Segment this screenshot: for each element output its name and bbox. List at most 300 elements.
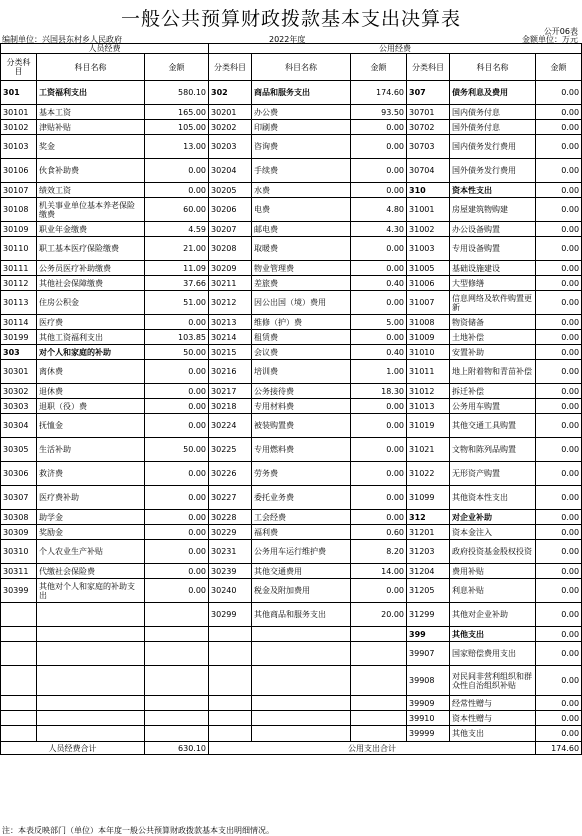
category-name: 因公出国（境）费用 bbox=[252, 291, 351, 315]
amount: 51.00 bbox=[145, 291, 209, 315]
category-name: 物资储备 bbox=[450, 315, 536, 330]
table-row bbox=[1, 666, 582, 696]
category-name: 资本性赠与 bbox=[450, 711, 536, 726]
amount: 0.00 bbox=[351, 135, 407, 159]
category-name: 退职（役）费 bbox=[37, 399, 145, 414]
category-code: 30204 bbox=[209, 159, 252, 183]
amount: 0.00 bbox=[351, 120, 407, 135]
amount: 0.00 bbox=[351, 399, 407, 414]
table-row bbox=[1, 135, 582, 159]
category-code: 30229 bbox=[209, 525, 252, 540]
category-name: 劳务费 bbox=[252, 462, 351, 486]
amount: 0.00 bbox=[536, 198, 582, 222]
category-name: 国外债务发行费用 bbox=[450, 159, 536, 183]
category-name: 维修（护）费 bbox=[252, 315, 351, 330]
amount: 0.00 bbox=[351, 330, 407, 345]
amount: 0.00 bbox=[536, 399, 582, 414]
category-name: 经常性赠与 bbox=[450, 696, 536, 711]
category-code bbox=[1, 666, 37, 696]
category-name: 债务利息及费用 bbox=[450, 81, 536, 105]
category-name: 对民间非营利组织和群众性自治组织补贴 bbox=[450, 666, 536, 696]
category-name bbox=[37, 711, 145, 726]
personnel-total-label: 人员经费合计 bbox=[1, 742, 145, 755]
category-code: 30106 bbox=[1, 159, 37, 183]
column-header: 金额 bbox=[536, 54, 582, 81]
table-row bbox=[1, 261, 582, 276]
amount: 0.00 bbox=[145, 540, 209, 564]
table-row bbox=[1, 696, 582, 711]
category-name: 退休费 bbox=[37, 384, 145, 399]
form-number: 公开06表 bbox=[543, 27, 578, 36]
table-row bbox=[1, 183, 582, 198]
category-name: 手续费 bbox=[252, 159, 351, 183]
category-code: 30239 bbox=[209, 564, 252, 579]
table-row bbox=[1, 627, 582, 642]
category-name: 利息补贴 bbox=[450, 579, 536, 603]
amount: 0.00 bbox=[536, 135, 582, 159]
category-name: 津贴补贴 bbox=[37, 120, 145, 135]
category-code: 31005 bbox=[407, 261, 450, 276]
amount: 0.00 bbox=[536, 711, 582, 726]
amount: 0.00 bbox=[351, 486, 407, 510]
amount: 0.00 bbox=[145, 384, 209, 399]
category-name: 其他交通工具购置 bbox=[450, 414, 536, 438]
amount: 0.00 bbox=[145, 360, 209, 384]
category-code: 39908 bbox=[407, 666, 450, 696]
category-name: 救济费 bbox=[37, 462, 145, 486]
category-code: 30299 bbox=[209, 603, 252, 627]
category-name: 咨询费 bbox=[252, 135, 351, 159]
amount: 0.00 bbox=[145, 183, 209, 198]
amount: 5.00 bbox=[351, 315, 407, 330]
amount: 0.60 bbox=[351, 525, 407, 540]
category-name bbox=[252, 642, 351, 666]
category-code: 30703 bbox=[407, 135, 450, 159]
category-name bbox=[37, 666, 145, 696]
category-name: 其他工资福利支出 bbox=[37, 330, 145, 345]
category-code bbox=[209, 666, 252, 696]
category-code: 30218 bbox=[209, 399, 252, 414]
category-code: 30203 bbox=[209, 135, 252, 159]
amount: 0.00 bbox=[536, 462, 582, 486]
amount: 105.00 bbox=[145, 120, 209, 135]
category-code: 30108 bbox=[1, 198, 37, 222]
category-name: 差旅费 bbox=[252, 276, 351, 291]
category-code: 30225 bbox=[209, 438, 252, 462]
category-code: 30216 bbox=[209, 360, 252, 384]
table-row bbox=[1, 198, 582, 222]
column-header: 分类科目 bbox=[1, 54, 37, 81]
table-row bbox=[1, 105, 582, 120]
amount: 0.00 bbox=[351, 183, 407, 198]
amount: 0.00 bbox=[536, 726, 582, 742]
amount: 0.00 bbox=[536, 159, 582, 183]
category-name: 职业年金缴费 bbox=[37, 222, 145, 237]
category-code bbox=[1, 711, 37, 726]
category-code bbox=[209, 726, 252, 742]
category-name: 资本金注入 bbox=[450, 525, 536, 540]
amount: 0.00 bbox=[536, 414, 582, 438]
category-name: 公务接待费 bbox=[252, 384, 351, 399]
amount: 0.00 bbox=[536, 330, 582, 345]
category-name: 工会经费 bbox=[252, 510, 351, 525]
category-code: 30103 bbox=[1, 135, 37, 159]
category-name: 会议费 bbox=[252, 345, 351, 360]
amount: 0.00 bbox=[351, 261, 407, 276]
category-name bbox=[252, 726, 351, 742]
table-row bbox=[1, 81, 582, 105]
category-code: 31006 bbox=[407, 276, 450, 291]
section-header-personnel: 人员经费 bbox=[1, 44, 209, 54]
category-name: 福利费 bbox=[252, 525, 351, 540]
amount: 0.00 bbox=[351, 438, 407, 462]
amount: 0.00 bbox=[536, 261, 582, 276]
category-name: 被装购置费 bbox=[252, 414, 351, 438]
amount: 0.00 bbox=[351, 462, 407, 486]
category-name: 机关事业单位基本养老保险缴费 bbox=[37, 198, 145, 222]
category-code: 30102 bbox=[1, 120, 37, 135]
amount bbox=[351, 666, 407, 696]
category-code: 31299 bbox=[407, 603, 450, 627]
category-code: 31007 bbox=[407, 291, 450, 315]
category-name: 生活补助 bbox=[37, 438, 145, 462]
amount: 0.00 bbox=[145, 315, 209, 330]
category-name: 公务用车购置 bbox=[450, 399, 536, 414]
category-name: 职工基本医疗保险缴费 bbox=[37, 237, 145, 261]
category-code: 30704 bbox=[407, 159, 450, 183]
category-code: 30224 bbox=[209, 414, 252, 438]
category-name: 水费 bbox=[252, 183, 351, 198]
amount: 0.00 bbox=[536, 183, 582, 198]
category-name: 国外债务付息 bbox=[450, 120, 536, 135]
category-name: 地上附着物和青苗补偿 bbox=[450, 360, 536, 384]
category-code: 302 bbox=[209, 81, 252, 105]
amount: 0.00 bbox=[536, 120, 582, 135]
category-name: 公务用车运行维护费 bbox=[252, 540, 351, 564]
category-name: 资本性支出 bbox=[450, 183, 536, 198]
category-code: 30107 bbox=[1, 183, 37, 198]
category-code: 31203 bbox=[407, 540, 450, 564]
table-row bbox=[1, 525, 582, 540]
amount: 103.85 bbox=[145, 330, 209, 345]
amount: 0.00 bbox=[536, 666, 582, 696]
category-code: 30213 bbox=[209, 315, 252, 330]
category-name: 电费 bbox=[252, 198, 351, 222]
amount: 0.00 bbox=[536, 696, 582, 711]
column-header: 分类科目 bbox=[407, 54, 450, 81]
category-code: 30214 bbox=[209, 330, 252, 345]
amount bbox=[351, 696, 407, 711]
category-name: 其他支出 bbox=[450, 726, 536, 742]
public-total-value: 174.60 bbox=[536, 742, 582, 755]
amount: 93.50 bbox=[351, 105, 407, 120]
amount: 0.00 bbox=[351, 159, 407, 183]
category-name: 印刷费 bbox=[252, 120, 351, 135]
category-code: 30304 bbox=[1, 414, 37, 438]
amount: 174.60 bbox=[351, 81, 407, 105]
amount: 37.66 bbox=[145, 276, 209, 291]
category-code: 30303 bbox=[1, 399, 37, 414]
category-code: 30310 bbox=[1, 540, 37, 564]
table-row bbox=[1, 726, 582, 742]
category-code bbox=[1, 642, 37, 666]
amount: 50.00 bbox=[145, 438, 209, 462]
amount: 165.00 bbox=[145, 105, 209, 120]
category-code: 30212 bbox=[209, 291, 252, 315]
category-name bbox=[252, 696, 351, 711]
category-code: 31021 bbox=[407, 438, 450, 462]
table-row bbox=[1, 399, 582, 414]
category-code bbox=[209, 711, 252, 726]
category-code: 31205 bbox=[407, 579, 450, 603]
amount: 0.00 bbox=[536, 345, 582, 360]
table-row bbox=[1, 540, 582, 564]
category-code: 31002 bbox=[407, 222, 450, 237]
category-name: 培训费 bbox=[252, 360, 351, 384]
table-row bbox=[1, 510, 582, 525]
category-code: 31013 bbox=[407, 399, 450, 414]
category-name: 文物和陈列品购置 bbox=[450, 438, 536, 462]
category-name: 国内债务付息 bbox=[450, 105, 536, 120]
category-code: 31099 bbox=[407, 486, 450, 510]
amount: 0.00 bbox=[536, 237, 582, 261]
amount: 0.00 bbox=[536, 81, 582, 105]
table-row bbox=[1, 438, 582, 462]
amount: 0.00 bbox=[536, 438, 582, 462]
category-code: 39907 bbox=[407, 642, 450, 666]
category-code: 30399 bbox=[1, 579, 37, 603]
category-code: 30302 bbox=[1, 384, 37, 399]
amount bbox=[145, 642, 209, 666]
amount: 0.40 bbox=[351, 345, 407, 360]
category-name: 工资福利支出 bbox=[37, 81, 145, 105]
amount: 1.00 bbox=[351, 360, 407, 384]
category-name bbox=[37, 603, 145, 627]
amount: 8.20 bbox=[351, 540, 407, 564]
category-code: 31009 bbox=[407, 330, 450, 345]
category-code bbox=[1, 627, 37, 642]
category-code: 31204 bbox=[407, 564, 450, 579]
amount bbox=[145, 726, 209, 742]
amount bbox=[351, 627, 407, 642]
table-row bbox=[1, 486, 582, 510]
amount: 0.00 bbox=[536, 315, 582, 330]
category-code: 30199 bbox=[1, 330, 37, 345]
category-name: 助学金 bbox=[37, 510, 145, 525]
category-code: 30308 bbox=[1, 510, 37, 525]
category-code: 30231 bbox=[209, 540, 252, 564]
category-name: 国家赔偿费用支出 bbox=[450, 642, 536, 666]
public-total-label: 公用支出合计 bbox=[209, 742, 536, 755]
category-name: 对企业补助 bbox=[450, 510, 536, 525]
amount bbox=[145, 666, 209, 696]
category-name: 物业管理费 bbox=[252, 261, 351, 276]
table-row bbox=[1, 315, 582, 330]
category-code: 30112 bbox=[1, 276, 37, 291]
amount: 0.00 bbox=[145, 486, 209, 510]
category-name: 办公费 bbox=[252, 105, 351, 120]
category-code: 30211 bbox=[209, 276, 252, 291]
amount: 4.30 bbox=[351, 222, 407, 237]
amount: 21.00 bbox=[145, 237, 209, 261]
amount: 580.10 bbox=[145, 81, 209, 105]
category-code: 30311 bbox=[1, 564, 37, 579]
category-name: 土地补偿 bbox=[450, 330, 536, 345]
amount: 0.40 bbox=[351, 276, 407, 291]
amount: 0.00 bbox=[536, 384, 582, 399]
category-name: 抚恤金 bbox=[37, 414, 145, 438]
category-code: 30227 bbox=[209, 486, 252, 510]
category-code bbox=[209, 627, 252, 642]
category-code: 301 bbox=[1, 81, 37, 105]
category-code: 310 bbox=[407, 183, 450, 198]
amount: 60.00 bbox=[145, 198, 209, 222]
amount: 0.00 bbox=[536, 222, 582, 237]
amount: 0.00 bbox=[536, 276, 582, 291]
category-code bbox=[209, 642, 252, 666]
category-name: 邮电费 bbox=[252, 222, 351, 237]
category-name: 代缴社会保险费 bbox=[37, 564, 145, 579]
amount bbox=[145, 603, 209, 627]
amount: 50.00 bbox=[145, 345, 209, 360]
category-name: 国内债务发行费用 bbox=[450, 135, 536, 159]
category-code: 30201 bbox=[209, 105, 252, 120]
category-code: 30307 bbox=[1, 486, 37, 510]
category-code: 31003 bbox=[407, 237, 450, 261]
category-name: 奖金 bbox=[37, 135, 145, 159]
amount: 0.00 bbox=[145, 579, 209, 603]
amount: 0.00 bbox=[145, 399, 209, 414]
category-name: 基本工资 bbox=[37, 105, 145, 120]
column-header: 金额 bbox=[145, 54, 209, 81]
column-header: 科目名称 bbox=[450, 54, 536, 81]
table-row bbox=[1, 345, 582, 360]
footnote: 注：本表反映部门（单位）本年度一般公共预算财政拨款基本支出明细情况。 bbox=[2, 826, 274, 835]
table-row bbox=[1, 330, 582, 345]
amount: 0.00 bbox=[536, 105, 582, 120]
column-header: 金额 bbox=[351, 54, 407, 81]
category-name: 政府投资基金股权投资 bbox=[450, 540, 536, 564]
category-name: 离休费 bbox=[37, 360, 145, 384]
amount bbox=[351, 711, 407, 726]
category-code: 30113 bbox=[1, 291, 37, 315]
table-row bbox=[1, 603, 582, 627]
category-code: 30208 bbox=[209, 237, 252, 261]
category-name: 办公设备购置 bbox=[450, 222, 536, 237]
category-code: 31012 bbox=[407, 384, 450, 399]
amount: 0.00 bbox=[145, 525, 209, 540]
amount: 0.00 bbox=[536, 642, 582, 666]
category-code: 31011 bbox=[407, 360, 450, 384]
table-row bbox=[1, 159, 582, 183]
amount: 0.00 bbox=[536, 291, 582, 315]
category-code: 30207 bbox=[209, 222, 252, 237]
table-row bbox=[1, 414, 582, 438]
amount bbox=[351, 642, 407, 666]
unit-label: 编制单位：兴国县东村乡人民政府 bbox=[2, 35, 122, 44]
amount: 4.59 bbox=[145, 222, 209, 237]
category-code: 30209 bbox=[209, 261, 252, 276]
category-code: 399 bbox=[407, 627, 450, 642]
amount: 0.00 bbox=[536, 486, 582, 510]
amount: 0.00 bbox=[536, 525, 582, 540]
column-header: 科目名称 bbox=[252, 54, 351, 81]
category-name: 其他对企业补助 bbox=[450, 603, 536, 627]
table-row bbox=[1, 360, 582, 384]
table-row bbox=[1, 120, 582, 135]
category-code: 30109 bbox=[1, 222, 37, 237]
category-name: 其他资本性支出 bbox=[450, 486, 536, 510]
amount bbox=[145, 627, 209, 642]
category-code: 30205 bbox=[209, 183, 252, 198]
category-code: 30111 bbox=[1, 261, 37, 276]
category-name: 医疗费 bbox=[37, 315, 145, 330]
table-row bbox=[1, 384, 582, 399]
category-name: 其他商品和服务支出 bbox=[252, 603, 351, 627]
category-code: 30101 bbox=[1, 105, 37, 120]
category-code: 30226 bbox=[209, 462, 252, 486]
category-code: 303 bbox=[1, 345, 37, 360]
category-name: 专用材料费 bbox=[252, 399, 351, 414]
category-code: 30701 bbox=[407, 105, 450, 120]
category-name: 其他对个人和家庭的补助支出 bbox=[37, 579, 145, 603]
category-code: 31001 bbox=[407, 198, 450, 222]
category-code: 307 bbox=[407, 81, 450, 105]
table-row bbox=[1, 564, 582, 579]
category-name: 房屋建筑物购建 bbox=[450, 198, 536, 222]
category-code: 30202 bbox=[209, 120, 252, 135]
category-name: 其他交通费用 bbox=[252, 564, 351, 579]
amount: 0.00 bbox=[536, 564, 582, 579]
category-code: 39999 bbox=[407, 726, 450, 742]
amount: 4.80 bbox=[351, 198, 407, 222]
amount: 0.00 bbox=[536, 579, 582, 603]
amount: 18.30 bbox=[351, 384, 407, 399]
amount: 0.00 bbox=[351, 510, 407, 525]
category-name: 商品和服务支出 bbox=[252, 81, 351, 105]
category-name bbox=[37, 696, 145, 711]
amount bbox=[145, 696, 209, 711]
amount: 0.00 bbox=[145, 414, 209, 438]
year-label: 2022年度 bbox=[269, 35, 306, 44]
category-name: 绩效工资 bbox=[37, 183, 145, 198]
category-code: 31010 bbox=[407, 345, 450, 360]
category-name bbox=[37, 726, 145, 742]
category-code: 30114 bbox=[1, 315, 37, 330]
amount: 14.00 bbox=[351, 564, 407, 579]
category-code: 30217 bbox=[209, 384, 252, 399]
category-code bbox=[209, 696, 252, 711]
category-code: 30306 bbox=[1, 462, 37, 486]
amount: 0.00 bbox=[536, 510, 582, 525]
category-code: 31022 bbox=[407, 462, 450, 486]
category-code: 31019 bbox=[407, 414, 450, 438]
category-name bbox=[252, 666, 351, 696]
category-name: 其他社会保障缴费 bbox=[37, 276, 145, 291]
category-name bbox=[252, 627, 351, 642]
category-name: 专用设备购置 bbox=[450, 237, 536, 261]
category-code: 312 bbox=[407, 510, 450, 525]
table-row bbox=[1, 237, 582, 261]
category-code: 31008 bbox=[407, 315, 450, 330]
category-name: 税金及附加费用 bbox=[252, 579, 351, 603]
category-code: 39910 bbox=[407, 711, 450, 726]
personnel-total-value: 630.10 bbox=[145, 742, 209, 755]
category-name: 对个人和家庭的补助 bbox=[37, 345, 145, 360]
amount bbox=[145, 711, 209, 726]
category-name bbox=[37, 642, 145, 666]
category-name: 大型修缮 bbox=[450, 276, 536, 291]
